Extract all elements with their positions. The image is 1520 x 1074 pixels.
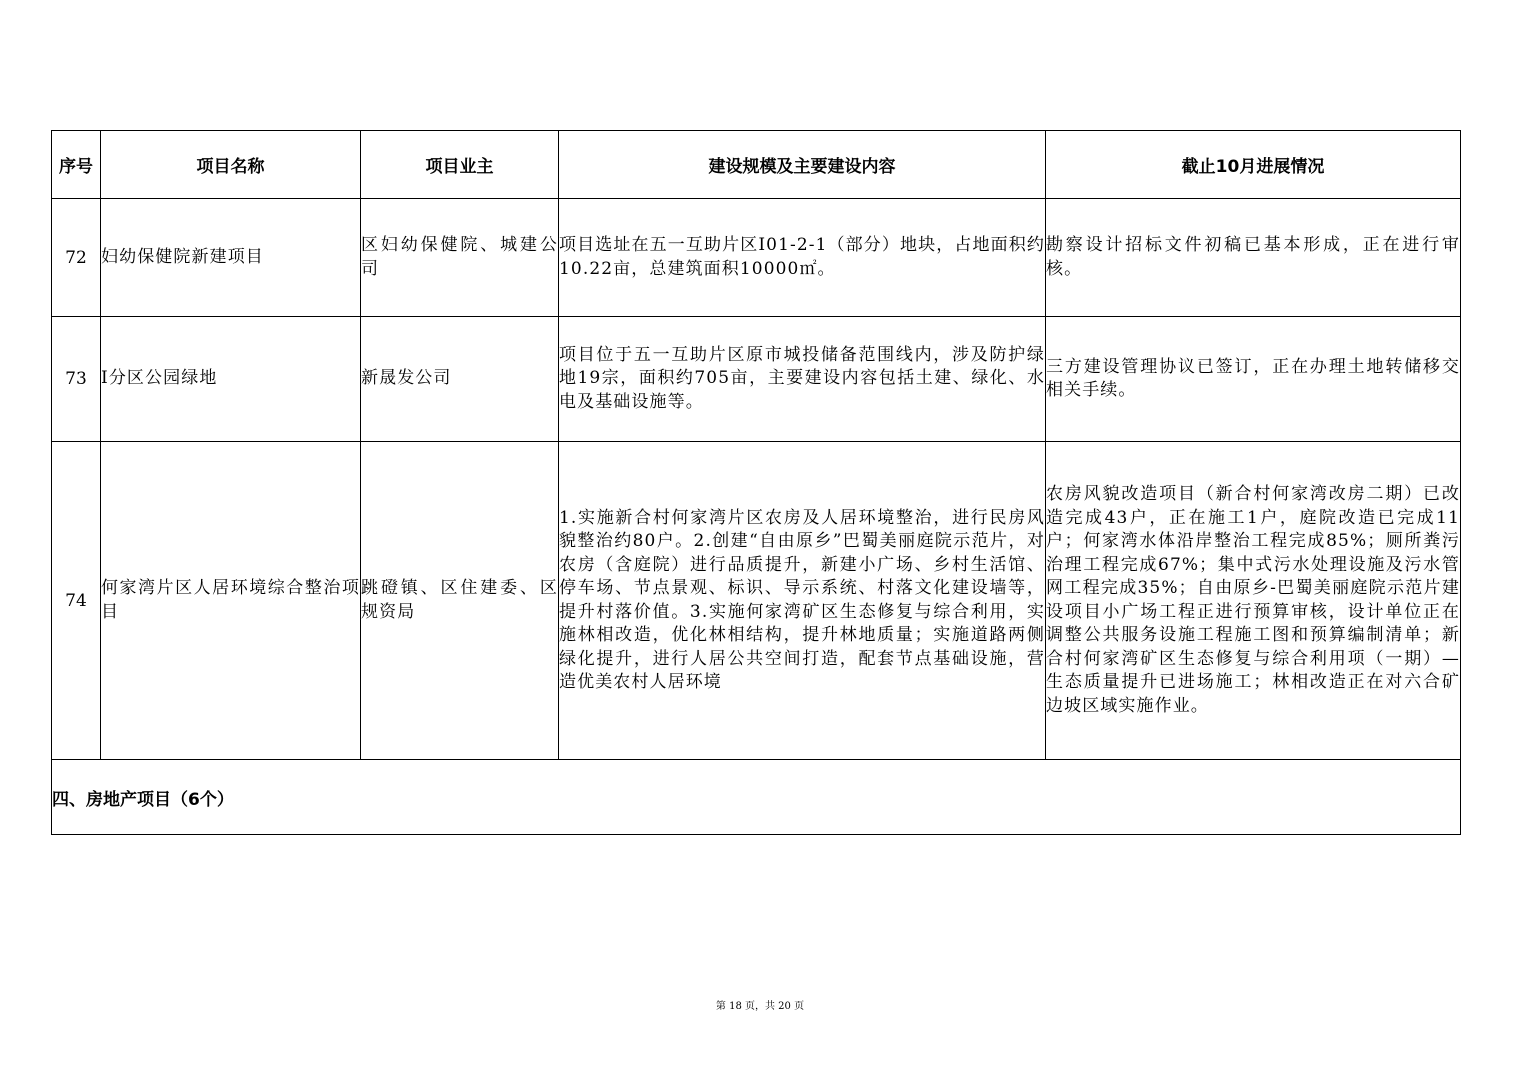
row-project-owner: 新晟发公司: [361, 317, 559, 442]
row-seq: 73: [52, 317, 101, 442]
row-project-name: I分区公园绿地: [101, 317, 361, 442]
row-progress: 农房风貌改造项目（新合村何家湾改房二期）已改造完成43户，正在施工1户，庭院改造已完成11户；何家湾水体沿岸整治工程完成85%；厕所粪污治理工程完成67%；集中式污水处理设施及污水管网工程完成35%；自由原乡-巴蜀美丽庭院示范片建设项目小广场工程正进行预算审核，设计单位正在调整公共服务设施工程施工图和预算编制清单；新合村何家湾矿区生态修复与综合利用项（一期）—生态质量提升已进场施工；林相改造正在对六合矿边坡区域实施作业。: [1046, 442, 1461, 760]
table-row: [52, 199, 1461, 317]
row-project-owner: 区妇幼保健院、城建公司: [361, 199, 559, 317]
row-project-name: 何家湾片区人居环境综合整治项目: [101, 442, 361, 760]
section-row: [52, 760, 1461, 835]
table-header-row: [52, 131, 1461, 199]
table-row: [52, 317, 1461, 442]
header-progress: 截止10月进展情况: [1046, 131, 1461, 199]
row-progress: 三方建设管理协议已签订，正在办理土地转储移交相关手续。: [1046, 317, 1461, 442]
header-seq: 序号: [52, 131, 101, 199]
row-progress: 勘察设计招标文件初稿已基本形成，正在进行审核。: [1046, 199, 1461, 317]
row-project-name: 妇幼保健院新建项目: [101, 199, 361, 317]
row-construction-content: 项目位于五一互助片区原市城投储备范围线内，涉及防护绿地19宗，面积约705亩，主要建设内容包括土建、绿化、水电及基础设施等。: [559, 317, 1046, 442]
section-title: 四、房地产项目（6个）: [52, 760, 1461, 835]
row-seq: 74: [52, 442, 101, 760]
header-project-owner: 项目业主: [361, 131, 559, 199]
row-project-owner: 跳磴镇、区住建委、区规资局: [361, 442, 559, 760]
project-table: [51, 130, 1461, 835]
row-construction-content: 1.实施新合村何家湾片区农房及人居环境整治，进行民房风貌整治约80户。2.创建“自由原乡”巴蜀美丽庭院示范片，对农房（含庭院）进行品质提升，新建小广场、乡村生活馆、停车场、节点景观、标识、导示系统、村落文化建设墙等，提升村落价值。3.实施何家湾矿区生态修复与综合利用，实施林相改造，优化林相结构，提升林地质量；实施道路两侧绿化提升，进行人居公共空间打造，配套节点基础设施，营造优美农村人居环境: [559, 442, 1046, 760]
page-footer: 第 18 页，共 20 页: [715, 1001, 805, 1012]
header-project-name: 项目名称: [101, 131, 361, 199]
table-row: [52, 442, 1461, 760]
header-construction-content: 建设规模及主要建设内容: [559, 131, 1046, 199]
row-construction-content: 项目选址在五一互助片区I01-2-1（部分）地块，占地面积约10.22亩，总建筑面积10000㎡。: [559, 199, 1046, 317]
row-seq: 72: [52, 199, 101, 317]
